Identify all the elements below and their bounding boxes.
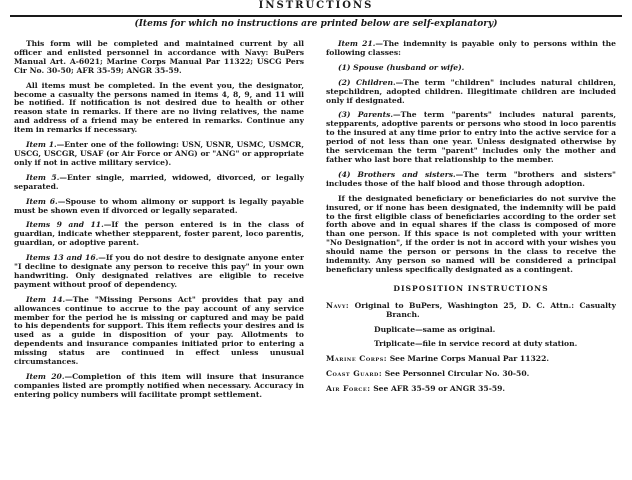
class-lead: (4) Brothers and sisters. (338, 169, 456, 179)
disposition-row (326, 355, 616, 364)
header (10, 0, 622, 30)
paragraph-text: —Enter one of the following: USN, USNR, USMC, USMCR, USCG, USCGR, USAF (or Air Force or ANG) or "ANG" or appropriate only if not in active military service). (14, 140, 304, 167)
paragraph-text: —The indemnity is payable only to persons within the following classes: (326, 40, 616, 57)
beneficiary-class (326, 111, 616, 164)
disposition-text: See AFR 35-59 or ANGR 35-59. (373, 384, 506, 394)
disposition-text: See Marine Corps Manual Par 11322. (389, 354, 549, 364)
paragraph-text: —If the person entered is in the class of guardian, indicate whether stepparent, foster parent, loco parentis, guardian, or adoptive parent. (14, 220, 304, 248)
branch-label: Marine Corps: (326, 354, 388, 364)
paragraph (326, 195, 616, 275)
class-lead: (1) Spouse (husband or wife). (338, 62, 465, 72)
paragraph (326, 40, 616, 58)
paragraph-text: —The "Missing Persons Act" provides that pay and allowances continue to accrue to the pay account of any service member for the period he is missing or captured and may be paid to his dependents for support. This item reflects your desires and is used as a guide in disposition of your pay. Allotments to dependents and insurance companies initiated prior to entering a missing status are continued in effect unless unusual circumstances. (14, 294, 304, 367)
paragraph (14, 141, 304, 168)
disposition-text: Triplicate—file in service record at duty station. (374, 339, 578, 349)
class-text: —The term "children" includes natural children, stepchildren, adopted children. Illegitimate children are included only if designated. (326, 77, 616, 105)
paragraph (14, 373, 304, 400)
paragraph-text: If the designated beneficiary or beneficiaries do not survive the insured, or if none has been designated, the indemnity will be paid to the first eligible class of beneficiaries according to the order set forth above and in equal shares if the class is composed of more than one person. If this space is not completed with your written "No Designation", if the order is not in accord with your wishes you should name the person or persons in the class to receive the indemnity. Any person so named will be considered a principal beneficiary unless specifically designated as a contingent. (326, 193, 616, 274)
disposition-text: Duplicate—same as original. (374, 324, 496, 334)
class-lead: (3) Parents. (338, 110, 393, 120)
disposition-title: DISPOSITION INSTRUCTIONS (393, 283, 549, 293)
paragraph-text: —Spouse to whom alimony or support is legally payable must be shown even if divorced or legally separated. (14, 196, 304, 215)
beneficiary-class (326, 79, 616, 106)
page-subtitle: (Items for which no instructions are printed below are self-explanatory) (134, 19, 498, 29)
paragraph-text: —Completion of this item will insure that insurance companies listed are promptly notified when necessary. Accuracy in entering policy numbers will facilitate prompt settlement. (14, 372, 304, 399)
header-rule (10, 15, 622, 17)
left-column (14, 40, 304, 476)
disposition-row (326, 385, 616, 394)
class-text: —The term "brothers and sisters" includes those of the half blood and those through adoption. (326, 169, 616, 188)
paragraph (14, 296, 304, 367)
item-lead: Item 21. (338, 40, 376, 48)
item-lead: Item 5. (26, 172, 60, 182)
disposition-row (326, 340, 616, 349)
item-lead: Items 13 and 16. (26, 253, 99, 263)
beneficiary-class (326, 171, 616, 189)
class-lead: (2) Children. (338, 77, 396, 87)
paragraph (14, 254, 304, 290)
disposition-row (326, 326, 616, 335)
paragraph-text: All items must be completed. In the event you, the designator, become a casualty the persons named in items 4, 8, 9, and 11 will be notified. If notification is not desired due to health or other reason state in remarks. If there are no living relatives, the name and address of a friend may be entered in remarks. Continue any item in remarks if necessary. (14, 80, 304, 135)
paragraph-text: —If you do not desire to designate anyone enter "I decline to designate any person to receive this pay" in your own handwriting. Only designated relatives are eligible to receive payment without proof of dependency. (14, 253, 304, 289)
branch-label: Navy: (326, 300, 350, 310)
branch-label: Coast Guard: (326, 369, 383, 379)
page-title: INSTRUCTIONS (258, 0, 374, 11)
branch-label: Air Force: (326, 384, 371, 394)
right-column (326, 40, 616, 476)
paragraph (14, 198, 304, 216)
paragraph (14, 174, 304, 192)
item-lead: Item 20. (26, 372, 65, 381)
item-lead: Items 9 and 11. (26, 220, 104, 230)
disposition-text: Original to BuPers, Washington 25, D. C. Attn.: Casualty Branch. (354, 300, 616, 319)
item-lead: Item 6. (26, 196, 58, 206)
class-text: —The term "parents" includes natural parents, stepparents, adoptive parents or persons who stood in loco parentis to the insured at any time prior to entry into the active service for a period of not less than one year. Unless designated otherwise by the serviceman the term "parent" includes only the mother and father who last bore that relationship to the member. (326, 110, 616, 164)
paragraph-text: —Enter single, married, widowed, divorced, or legally separated. (14, 172, 304, 191)
item-lead: Item 14. (26, 294, 66, 304)
item-lead: Item 1. (26, 140, 57, 150)
paragraph-text: This form will be completed and maintained current by all officer and enlisted personnel in accordance with Navy: BuPers Manual Art. A-6021; Marine Corps Manual Par 11322; USCG Pers Cir No. 30-50; AFR 35-59; ANGR 35-59. (14, 40, 304, 75)
disposition-text: See Personnel Circular No. 30-50. (384, 369, 530, 379)
paragraph (14, 40, 304, 76)
paragraph (14, 82, 304, 135)
paragraph (14, 221, 304, 248)
disposition-row (326, 370, 616, 379)
beneficiary-class (326, 64, 616, 73)
disposition-row (326, 302, 616, 320)
